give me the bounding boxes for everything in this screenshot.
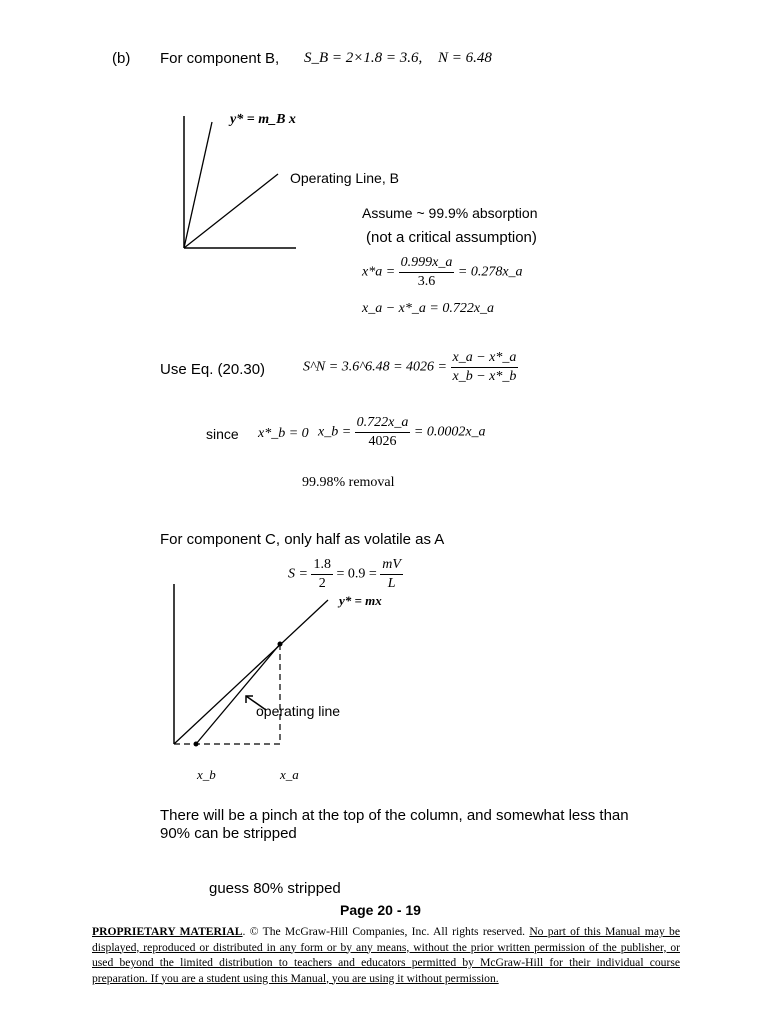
xb-num: 0.722x_a — [355, 414, 411, 433]
xa-star-den: 3.6 — [417, 274, 436, 289]
graph2-equilibrium-line — [174, 600, 328, 744]
equilibrium-graph-b — [178, 108, 298, 253]
s-num2: mV — [380, 556, 403, 575]
xb-den: 4026 — [368, 434, 397, 449]
graph2-xb-point — [194, 742, 199, 747]
graph2-operating-line — [196, 644, 280, 744]
s-den1: 2 — [318, 576, 326, 591]
graph2-operating-label: operating line — [256, 703, 341, 719]
sn-den: x_b − x*_b — [452, 369, 517, 384]
footer-bold: PROPRIETARY MATERIAL — [92, 925, 243, 938]
pinch-line-2: 90% can be stripped — [160, 825, 297, 842]
part-c-heading: For component C, only half as volatile as A — [160, 531, 445, 548]
footer-underlined: No part of this Manual may be displayed, reproduced or distributed in any form or by any means, without the prior written permission of the publisher, or used beyond the limited distribution to teachers and educators permitted by McGraw-Hill for their individual course preparation. If you are a student using this Manual, you are using it without permission. — [92, 925, 680, 985]
xa-star-equation — [362, 254, 523, 291]
graph1-eq-label: y* = m_B x — [230, 112, 296, 127]
since-label: since — [206, 426, 239, 442]
xb-rhs: = 0.0002x_a — [413, 424, 486, 440]
footer-plain: . © The McGraw-Hill Companies, Inc. All rights reserved. — [242, 925, 530, 938]
proprietary-footer — [92, 924, 680, 986]
removal-result: 99.98% removal — [302, 475, 395, 490]
sn-num: x_a − x*_a — [451, 349, 519, 368]
page-number: Page 20 - 19 — [340, 902, 421, 918]
assume-line-2: (not a critical assumption) — [366, 229, 537, 246]
s-num1: 1.8 — [311, 556, 333, 575]
sb-equation: S_B = 2×1.8 = 3.6, — [304, 50, 423, 66]
xa-star-lhs: x*a = — [362, 264, 396, 280]
xb-equation — [318, 414, 486, 451]
s-mid: = 0.9 = — [336, 566, 377, 582]
part-b-heading: For component B, — [160, 50, 280, 67]
pinch-line-1: There will be a pinch at the top of the column, and somewhat less than — [160, 807, 629, 824]
n-equation: N = 6.48 — [438, 50, 492, 66]
graph2-xa-label: x_a — [280, 767, 299, 782]
since-condition: x*_b = 0 — [258, 426, 309, 441]
s-den2: L — [387, 576, 396, 591]
xa-star-rhs: = 0.278x_a — [457, 264, 523, 280]
xa-difference: x_a − x*_a = 0.722x_a — [362, 301, 495, 316]
sn-expr: S^N = 3.6^6.48 = 4026 = — [303, 359, 447, 375]
guess-text: guess 80% stripped — [209, 880, 341, 897]
xb-lhs: x_b = — [318, 424, 352, 440]
use-eq-label: Use Eq. (20.30) — [160, 361, 266, 378]
graph1-operating-label: Operating Line, B — [290, 170, 399, 186]
graph2-xb-label: x_b — [197, 767, 216, 782]
s-lhs: S = — [288, 566, 308, 582]
xa-star-num: 0.999x_a — [399, 254, 455, 273]
assume-line-1: Assume ~ 99.9% absorption — [362, 205, 538, 221]
graph2-eq-label: y* = mx — [339, 593, 382, 608]
part-label: (b) — [112, 50, 131, 67]
stripping-graph-c — [168, 580, 358, 755]
graph2-pinch-point — [278, 642, 283, 647]
sn-equation — [303, 349, 518, 386]
